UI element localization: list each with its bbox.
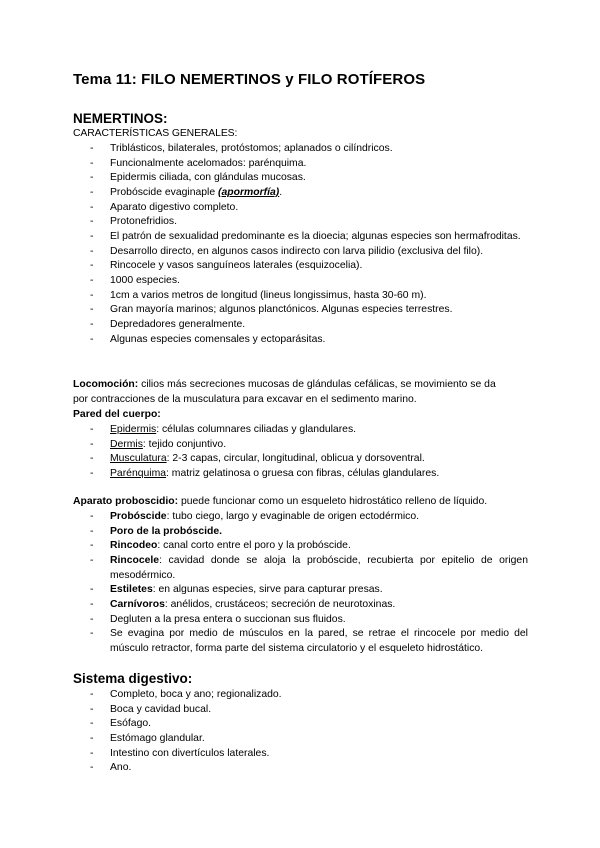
list-item: - Protonefridios.	[0, 215, 528, 230]
aparato-desc: : tubo ciego, largo y evaginable de origen ectodérmico.	[166, 511, 420, 522]
list-item	[0, 613, 528, 628]
aparato-term: Probóscide	[110, 511, 167, 522]
list-item	[0, 467, 528, 482]
list-item	[0, 539, 528, 554]
pared-desc: : células columnares ciliadas y glandulares.	[156, 424, 357, 435]
list-item: - Intestino con divertículos laterales.	[0, 747, 528, 762]
list-item: - Completo, boca y ano; regionalizado.	[0, 688, 528, 703]
aparato-list	[0, 510, 528, 657]
aparato-label: Aparato proboscidio:	[73, 496, 179, 507]
locomocion-label: Locomoción:	[73, 379, 139, 390]
list-item: - Epidermis ciliada, con glándulas mucosas.	[0, 171, 528, 186]
list-item: - 1cm a varios metros de longitud (lineus longissimus, hasta 30-60 m).	[0, 289, 528, 304]
list-item: - Funcionalmente acelomados: parénquima.	[0, 157, 528, 172]
apomorfia-term: (apormorfía)	[218, 186, 280, 198]
pared-term: Parénquima	[110, 467, 167, 479]
list-item: - Depredadores generalmente.	[0, 318, 528, 333]
pared-term: Musculatura	[110, 453, 167, 465]
list-item	[0, 598, 528, 613]
aparato-term: Estiletes	[110, 584, 153, 596]
list-item	[0, 452, 528, 467]
list-item: - Esófago.	[0, 717, 528, 732]
list-item: - Boca y cavidad bucal.	[0, 703, 528, 718]
pared-term: Epidermis	[110, 424, 157, 435]
proboscide-text: Probóscide evaginaple	[110, 186, 216, 198]
digestivo-heading: Sistema digestivo:	[73, 671, 193, 686]
list-item: - Triblásticos, bilaterales, protóstomos; aplanados o cilíndricos.	[0, 142, 528, 157]
aparato-desc: : en algunas especies, sirve para capturar presas.	[152, 584, 383, 596]
aparato-desc: Se evagina por medio de músculos en la pared, se retrae el rincocele por medio del músculo retractor, forma parte del sistema circulatorio y el esqueleto hidrostático.	[110, 628, 528, 654]
caracteristicas-subheading: CARACTERÍSTICAS GENERALES:	[73, 128, 238, 139]
aparato-term: Rincodeo	[110, 540, 158, 552]
aparato-term: Poro de la probóscide.	[110, 525, 223, 537]
list-item	[0, 186, 528, 201]
list-item: - Aparato digestivo completo.	[0, 201, 528, 216]
list-item: - 1000 especies.	[0, 274, 528, 289]
pared-desc: : 2-3 capas, circular, longitudinal, oblicua y dorsoventral.	[166, 453, 425, 465]
aparato-term: Rincocele	[110, 554, 160, 566]
locomocion-text-1: cilios más secreciones mucosas de glándulas cefálicas, se movimiento se da	[138, 379, 496, 390]
list-item	[0, 438, 528, 453]
locomocion-line-1	[73, 378, 496, 392]
caracteristicas-list	[0, 142, 528, 347]
pared-list	[0, 423, 528, 482]
list-item	[0, 627, 528, 656]
list-item: - Estómago glandular.	[0, 732, 528, 747]
aparato-text: puede funcionar como un esqueleto hidrostático relleno de líquido.	[178, 496, 488, 507]
pared-term: Dermis	[110, 438, 143, 450]
aparato-desc: : anélidos, crustáceos; secreción de neurotoxinas.	[164, 598, 396, 610]
list-item: - El patrón de sexualidad predominante es la dioecia; algunas especies son hermafroditas.	[0, 230, 528, 245]
list-item	[0, 525, 528, 540]
aparato-line	[73, 495, 487, 509]
list-item	[0, 554, 528, 583]
digestivo-list	[0, 688, 528, 776]
pared-desc: : tejido conjuntivo.	[142, 438, 227, 450]
aparato-term: Carnívoros	[110, 598, 165, 610]
aparato-desc: Degluten a la presa entera o succionan sus fluidos.	[110, 613, 346, 625]
nemertinos-heading: NEMERTINOS:	[73, 111, 168, 126]
list-item: - Ano.	[0, 761, 528, 776]
aparato-desc: : canal corto entre el poro y la probóscide.	[157, 540, 351, 552]
list-item	[0, 510, 528, 525]
list-item	[0, 423, 528, 438]
locomocion-text-2: por contracciones de la musculatura para excavar en el sedimento marino.	[73, 394, 417, 405]
pared-desc: : matriz gelatinosa o gruesa con fibras, células glandulares.	[166, 467, 440, 479]
list-item: - Gran mayoría marinos; algunos planctónicos. Algunas especies terrestres.	[0, 303, 528, 318]
pared-label: Pared del cuerpo:	[73, 409, 161, 420]
page-title: Tema 11: FILO NEMERTINOS y FILO ROTÍFEROS	[73, 71, 426, 88]
list-item	[0, 583, 528, 598]
list-item: - Algunas especies comensales y ectoparásitas.	[0, 333, 528, 348]
apomorfia-tail: .	[279, 186, 283, 198]
list-item: - Rincocele y vasos sanguíneos laterales (esquizocelia).	[0, 259, 528, 274]
list-item: - Desarrollo directo, en algunos casos indirecto con larva pilidio (exclusiva del filo).	[0, 245, 528, 260]
aparato-desc: : cavidad donde se aloja la probóscide, recubierta por epitelio de origen mesodérmico.	[110, 554, 528, 581]
